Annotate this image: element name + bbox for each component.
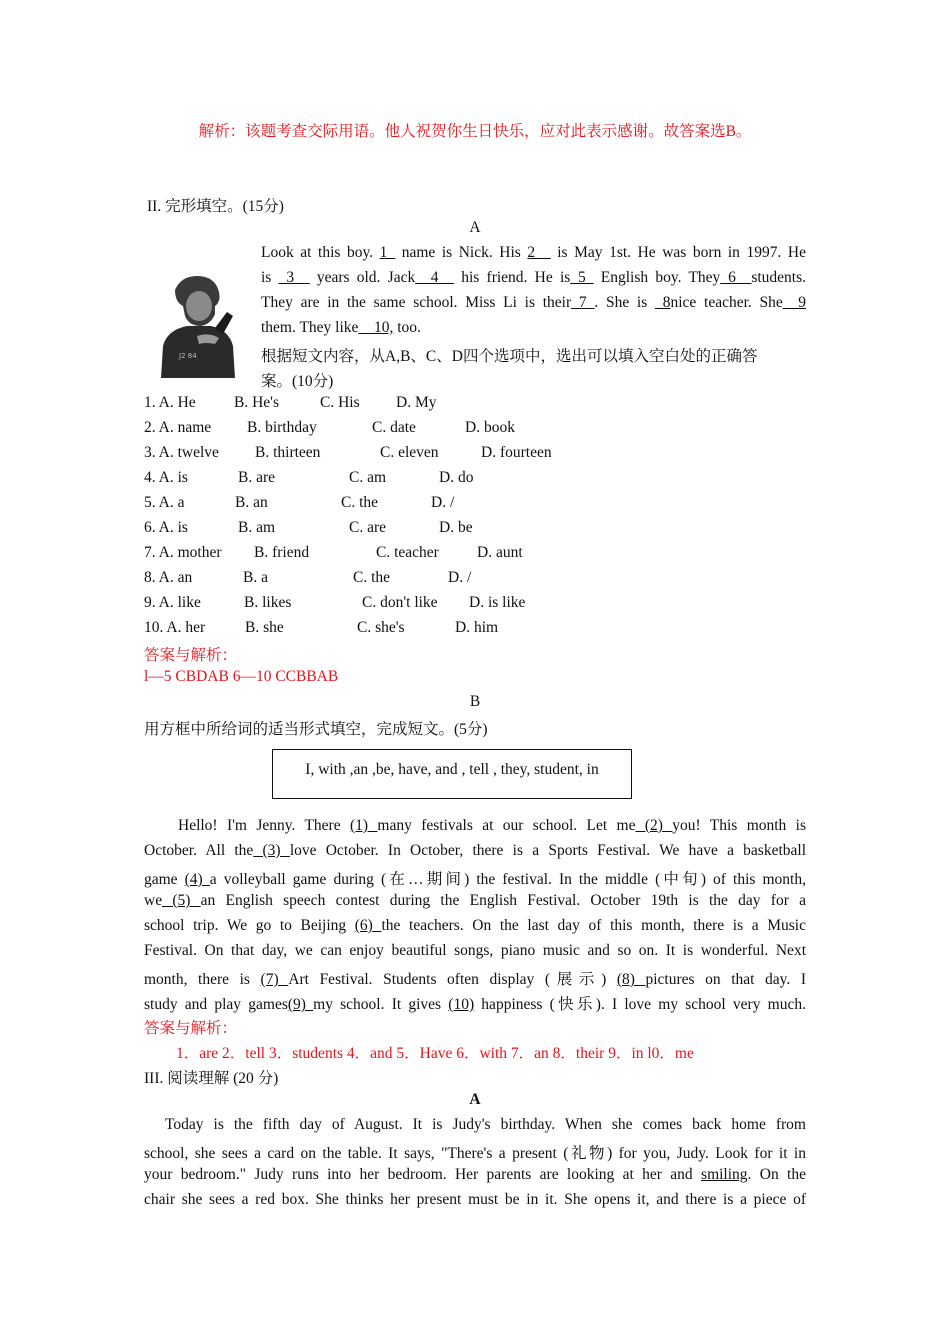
passage-a-instruction-1: 根据短文内容，从A,B、C、D四个选项中，选出可以填入空白处的正确答 — [261, 348, 758, 365]
explanation-top: 解析：该题考查交际用语。他人祝贺你生日快乐，应对此表示感谢。故答案选B。 — [198, 123, 752, 140]
question-row: 10. A. her B. she C. she's D. him — [144, 619, 499, 636]
question-row: 8. A. an B. a C. the D. / — [144, 569, 472, 586]
part-a-label: A — [469, 219, 481, 236]
passage-b-line-5: school trip. We go to Beijing (6) the teachers. On the last day of this month, there is a Music — [144, 917, 806, 934]
passage-b-line-8: study and play games(9) my school. It gives (10) happiness (快乐). I love my school very much. — [144, 996, 806, 1013]
question-row: 5. A. a B. an C. the D. / — [144, 494, 455, 511]
section-3-title: III. 阅读理解 (20 分) — [144, 1070, 279, 1087]
question-row: 9. A. like B. likes C. don't like D. is like — [144, 594, 526, 611]
part-b-label: B — [469, 693, 481, 710]
passage-b-line-6: Festival. On that day, we can enjoy beautiful songs, piano music and so on. It is wonderful. Next — [144, 942, 806, 959]
passage-b-line-4: we (5) an English speech contest during the English Festival. October 19th is the day for a — [144, 892, 807, 909]
answer-b-key: 1．are 2．tell 3．students 4．and 5．Have 6．with 7．an 8．their 9．in l0．me — [176, 1045, 694, 1062]
question-row: 6. A. is B. am C. are D. be — [144, 519, 473, 536]
question-row: 4. A. is B. are C. am D. do — [144, 469, 474, 486]
answer-a-label: 答案与解析： — [144, 647, 238, 664]
word-box — [272, 749, 632, 799]
word-box-text: I, with ,an ,be, have, and , tell , they, student, in — [305, 761, 599, 778]
boy-photo — [157, 272, 239, 378]
question-row: 3. A. twelve B. thirteen C. eleven D. fourteen — [144, 444, 552, 461]
answer-b-label: 答案与解析： — [144, 1020, 238, 1037]
passage-a-line-1: Look at this boy. 1_ name is Nick. His 2__ is May 1st. He was born in 1997. He — [261, 244, 806, 261]
question-row: 1. A. He B. He's C. His D. My — [144, 394, 437, 411]
passage-b-line-7: month, there is (7) Art Festival. Students often display (展示) (8) pictures on that day. I — [144, 971, 806, 988]
passage-a-instruction-2: 案。(10分) — [261, 373, 334, 390]
passage-a-line-2: is _3__ years old. Jack__4__ his friend. He is_5_ English boy. They_6__students. — [261, 269, 806, 286]
reading-part-a-label: A — [469, 1091, 481, 1108]
question-list — [144, 394, 844, 644]
passage-a-line-3: They are in the same school. Miss Li is their_7_. She is _8nice teacher. She__9 — [261, 294, 806, 311]
question-row: 7. A. mother B. friend C. teacher D. aunt — [144, 544, 523, 561]
answer-a-key: l—5 CBDAB 6—10 CCBBAB — [144, 668, 339, 685]
question-row: 2. A. name B. birthday C. date D. book — [144, 419, 515, 436]
passage-c-line-1: Today is the fifth day of August. It is Judy's birthday. When she comes back home from — [165, 1116, 806, 1133]
passage-c-line-3: your bedroom." Judy runs into her bedroom. Her parents are looking at her and smiling. On the — [144, 1166, 806, 1183]
passage-b-line-1: Hello! I'm Jenny. There (1) many festivals at our school. Let me (2) you! This month is — [178, 817, 807, 834]
part-b-instruction: 用方框中所给词的适当形式填空，完成短文。(5分) — [144, 721, 488, 738]
passage-b-line-2: October. All the (3) love October. In October, there is a Sports Festival. We have a basketball — [144, 842, 807, 859]
passage-b-line-3: game (4) a volleyball game during (在…期间) the festival. In the middle (中旬) of this month, — [144, 871, 806, 888]
passage-c-line-2: school, she sees a card on the table. It says, "There's a present (礼物) for you, Judy. Look for it in — [144, 1145, 806, 1162]
svg-text:J2 84: J2 84 — [179, 352, 197, 360]
section-2-title: II. 完形填空。(15分) — [147, 198, 284, 215]
passage-c-line-4: chair she sees a red box. She thinks her present must be in it. She opens it, and there is a piece of — [144, 1191, 806, 1208]
passage-a-line-4: them. They like__10, too. — [261, 319, 421, 336]
